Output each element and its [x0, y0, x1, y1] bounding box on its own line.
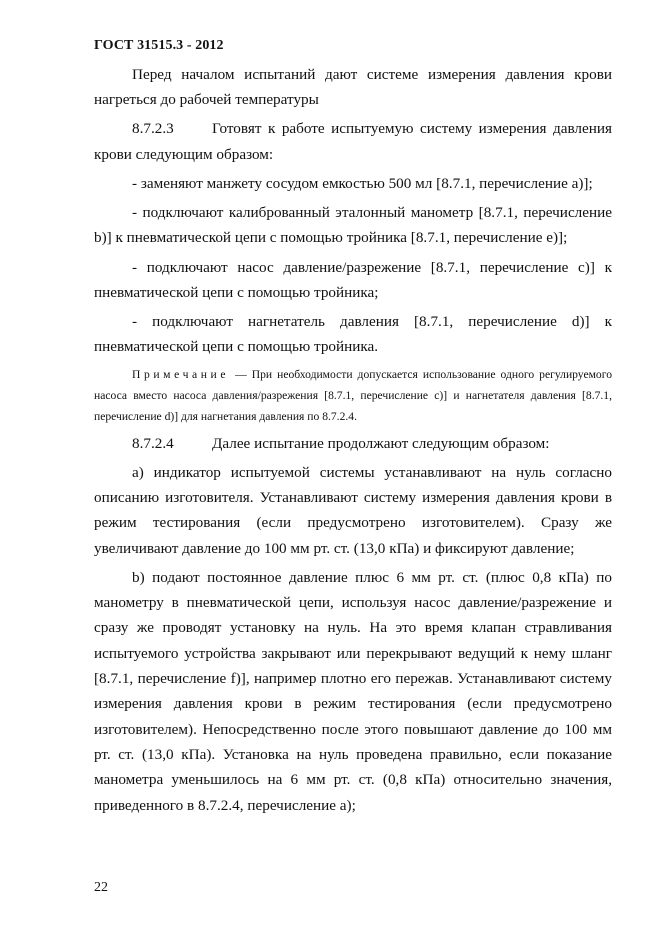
page-number: 22 — [94, 880, 108, 895]
list-item: - подключают насос давление/разрежение [8.7.1, перечисление с)] к пневматической цепи с помощью тройника; — [94, 258, 612, 301]
clause-number: 8.7.2.4 — [132, 434, 174, 452]
clause-8-7-2-3 — [94, 116, 612, 167]
document-header: ГОСТ 31515.3 - 2012 — [94, 38, 224, 53]
clause-text: Далее испытание продолжают следующим образом: — [212, 434, 550, 452]
paragraph-warmup: Перед началом испытаний дают системе измерения давления крови нагреться до рабочей температуры — [94, 66, 612, 109]
clause-8-7-2-4 — [94, 431, 612, 456]
note — [94, 364, 612, 427]
document-body — [94, 62, 612, 822]
note-text: — При необходимости допускается использование одного регулируемого насоса вместо насоса давления/разрежения [8.7.1, перечисление с)] и нагнетателя давления [8.7.1, перечисление d)] для нагнетания давления по 8.7.2.4. — [94, 367, 612, 423]
list-item-a: а) индикатор испытуемой системы устанавливают на нуль согласно описанию изготовителя. Устанавливают систему измерения давления крови в режим тестирования (если предусмотрено изготовителем). Сразу же увеличивают давление до 100 мм рт. ст. (13,0 кПа) и фиксируют давление; — [94, 463, 612, 557]
list-item: - подключают нагнетатель давления [8.7.1, перечисление d)] к пневматической цепи с помощью тройника. — [94, 313, 612, 356]
clause-text: Готовят к работе испытуемую систему измерения давления крови следующим образом: — [94, 120, 612, 163]
note-label: Примечание — [132, 367, 230, 381]
list-item-b: b) подают постоянное давление плюс 6 мм рт. ст. (плюс 0,8 кПа) по манометру в пневматической цепи, используя насос давление/разрежение и сразу же проводят установку на нуль. На это время клапан стравливания испытуемого устройства закрывают или перекрывают ведущий к нему шланг [8.7.1, перечисление f)], например плотно его пережав. Устанавливают систему измерения давления крови в режим тестирования (если предусмотрено изготовителем). Непосредственно после этого повышают давление до 100 мм рт. ст. (13,0 кПа). Установка на нуль проведена правильно, если показание манометра уменьшилось на 6 мм рт. ст. (0,8 кПа) относительно значения, приведенного в 8.7.2.4, перечисление а); — [94, 568, 612, 814]
list-item: - заменяют манжету сосудом емкостью 500 мл [8.7.1, перечисление а)]; — [132, 174, 593, 192]
list-item: - подключают калиброванный эталонный манометр [8.7.1, перечисление b)] к пневматической цепи с помощью тройника [8.7.1, перечисление е)]; — [94, 204, 612, 247]
clause-number: 8.7.2.3 — [132, 120, 174, 138]
